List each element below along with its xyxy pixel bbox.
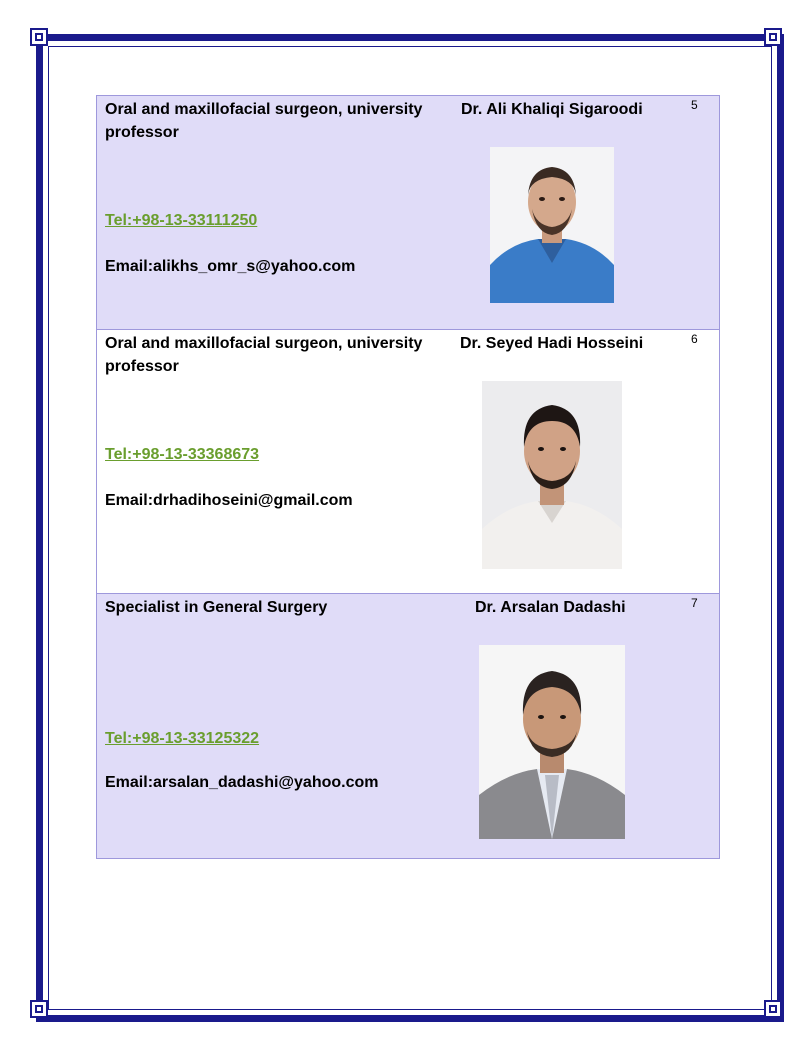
table-row-doctor-7 bbox=[97, 594, 719, 858]
row-number: 6 bbox=[691, 332, 698, 346]
doctor-name: Dr. Ali Khaliqi Sigaroodi bbox=[461, 101, 643, 118]
specialty-text: Oral and maxillofacial surgeon, university professor bbox=[105, 335, 423, 375]
row-number: 5 bbox=[691, 98, 698, 112]
tel-link[interactable]: Tel:+98-13-33125322 bbox=[105, 730, 260, 747]
email-text: Email:arsalan_dadashi@yahoo.com bbox=[105, 774, 379, 791]
doctor-photo bbox=[482, 381, 622, 569]
tel-link[interactable]: Tel:+98-13-33368673 bbox=[105, 446, 260, 463]
corner-ornament-top-left bbox=[30, 28, 48, 46]
corner-ornament-bottom-right bbox=[764, 1000, 782, 1018]
email-text: Email:alikhs_omr_s@yahoo.com bbox=[105, 258, 356, 275]
doctor-photo bbox=[479, 645, 625, 839]
corner-ornament-bottom-left bbox=[30, 1000, 48, 1018]
doctor-name: Dr. Seyed Hadi Hosseini bbox=[460, 335, 644, 352]
specialty-text: Specialist in General Surgery bbox=[105, 599, 328, 616]
row-number: 7 bbox=[691, 596, 698, 610]
tel-link[interactable]: Tel:+98-13-33111250 bbox=[105, 212, 258, 229]
doctor-table bbox=[96, 95, 720, 859]
table-row-doctor-6 bbox=[97, 330, 719, 594]
corner-ornament-top-right bbox=[764, 28, 782, 46]
email-text: Email:drhadihoseini@gmail.com bbox=[105, 492, 353, 509]
doctor-name: Dr. Arsalan Dadashi bbox=[475, 599, 626, 616]
table-row-doctor-5 bbox=[97, 96, 719, 330]
specialty-text: Oral and maxillofacial surgeon, university professor bbox=[105, 101, 423, 141]
doctor-photo bbox=[490, 147, 614, 303]
